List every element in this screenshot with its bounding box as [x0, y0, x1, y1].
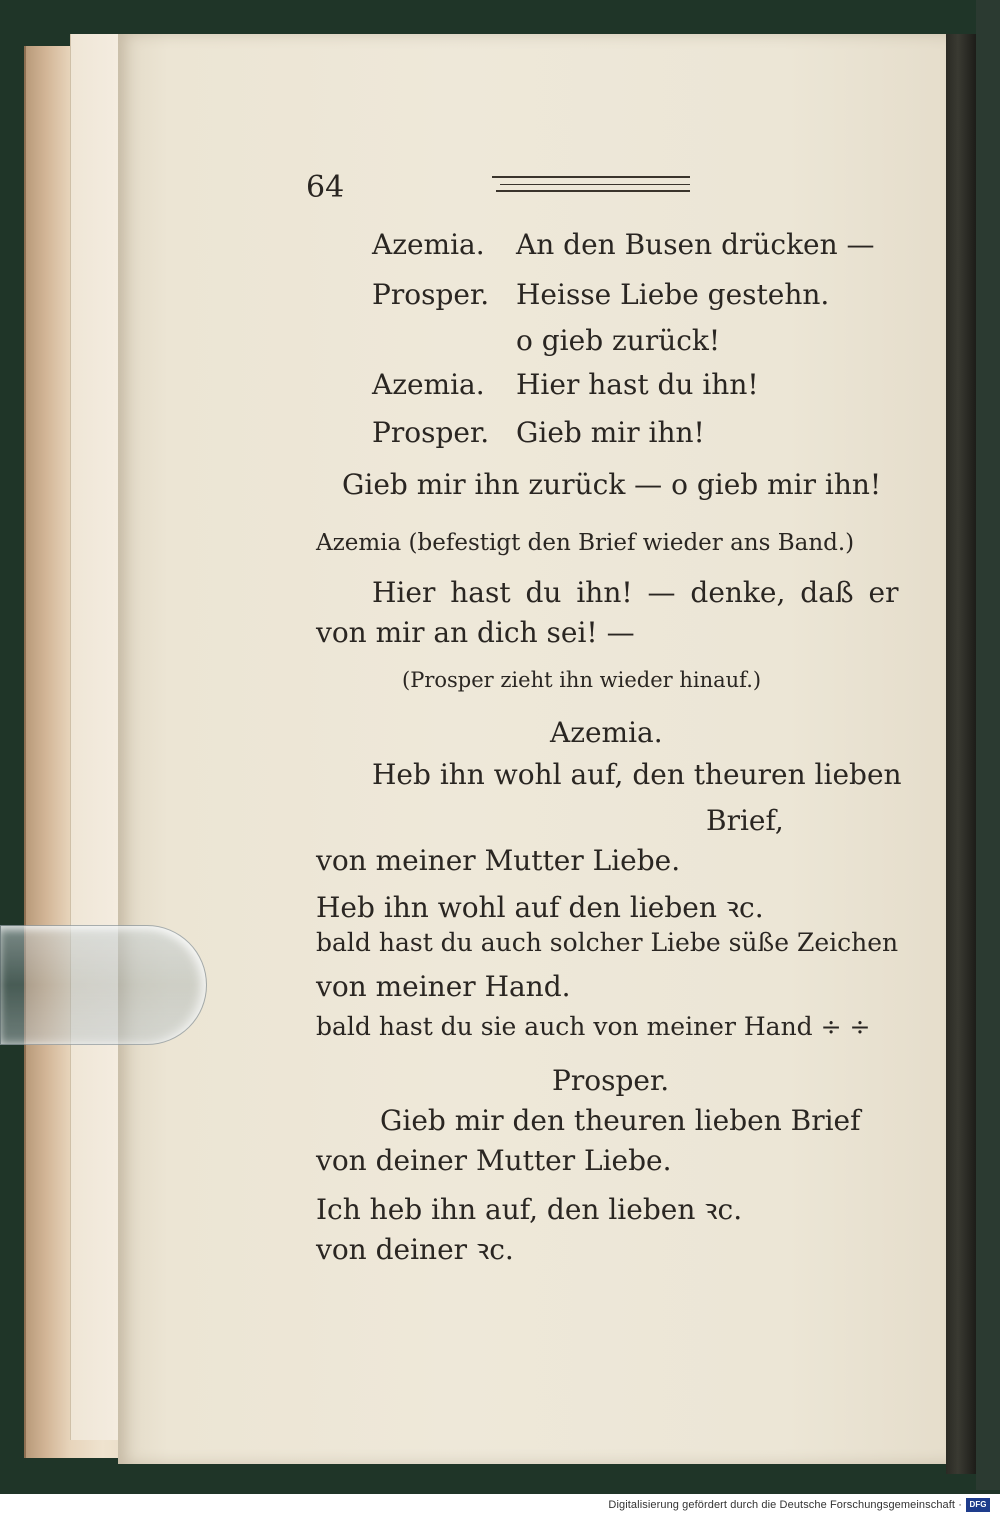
funding-notice: Digitalisierung gefördert durch die Deutsche Forschungsgemeinschaft ·: [608, 1499, 962, 1511]
header-rule: [500, 184, 690, 185]
prose-line: von mir an dich sei! —: [316, 616, 635, 649]
page-number: 64: [306, 170, 345, 205]
speaker: Azemia.: [372, 368, 485, 401]
speaker: Prosper.: [372, 278, 490, 311]
song-line: von meiner Mutter Liebe.: [316, 844, 681, 877]
verse-line: Heisse Liebe gestehn.: [516, 278, 830, 311]
verse-line: Gieb mir ihn!: [516, 416, 705, 449]
song-line: von meiner Hand.: [316, 970, 571, 1003]
speaker-heading: Azemia.: [550, 716, 663, 749]
speaker: Azemia.: [372, 228, 485, 261]
background-strip: [976, 0, 1000, 1490]
song-line: bald hast du auch solcher Liebe süße Zeichen: [316, 928, 899, 957]
verse-line: An den Busen drücken —: [516, 228, 875, 261]
song-line: Ich heb ihn auf, den lieben ꝛc.: [316, 1193, 743, 1226]
song-line: von deiner Mutter Liebe.: [316, 1144, 672, 1177]
speaker-heading: Prosper.: [552, 1064, 670, 1097]
prose-line: Hier hast du ihn! — denke, daß er: [372, 576, 899, 609]
song-line: bald hast du sie auch von meiner Hand ÷ ÷: [316, 1012, 871, 1041]
song-line: Brief,: [706, 804, 784, 837]
stage-direction: (Prosper zieht ihn wieder hinauf.): [402, 668, 762, 692]
header-rule: [492, 176, 690, 178]
verse-line: Gieb mir ihn zurück — o gieb mir ihn!: [342, 468, 882, 501]
song-line: von deiner ꝛc.: [316, 1233, 514, 1266]
song-line: Heb ihn wohl auf den lieben ꝛc.: [316, 891, 764, 924]
verse-line: Hier hast du ihn!: [516, 368, 759, 401]
header-rule: [496, 190, 690, 192]
speaker: Prosper.: [372, 416, 490, 449]
stage-direction: Azemia (befestigt den Brief wieder ans Band.): [316, 530, 855, 556]
song-line: Heb ihn wohl auf, den theuren lieben: [372, 758, 902, 791]
song-line: Gieb mir den theuren lieben Brief: [380, 1104, 861, 1137]
book-gutter-shadow: [946, 34, 976, 1474]
dfg-logo: DFG: [966, 1498, 990, 1512]
verse-line: o gieb zurück!: [516, 324, 721, 357]
footer: [0, 1494, 1000, 1518]
glass-page-weight: [0, 925, 207, 1045]
